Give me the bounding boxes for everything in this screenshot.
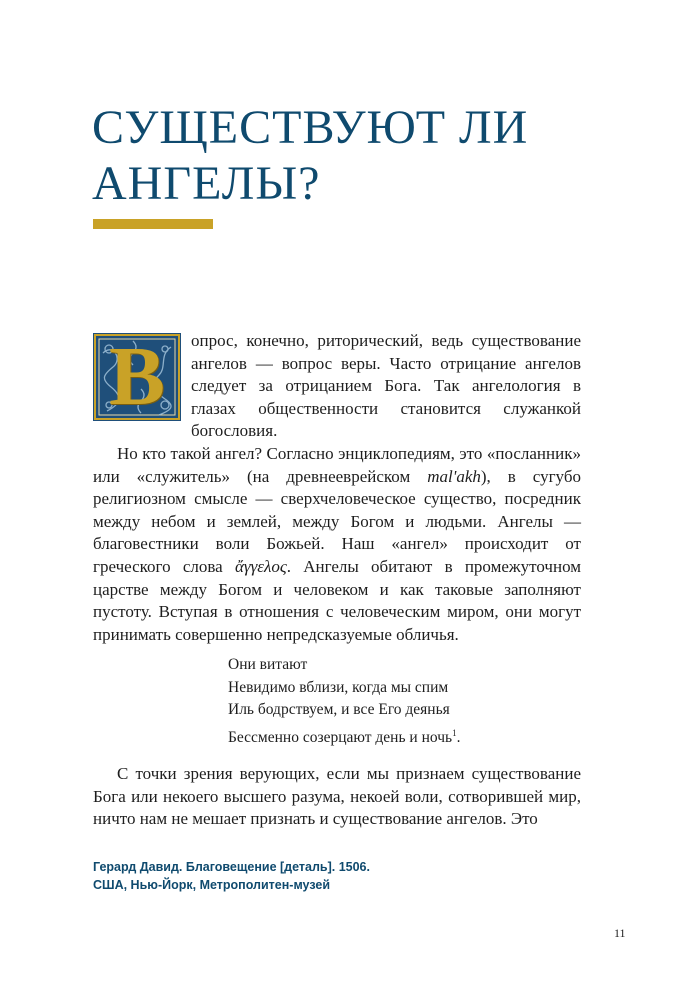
paragraph-1 <box>93 330 581 443</box>
page-number: 11 <box>614 926 626 940</box>
poem-line-1: Они витают <box>228 656 308 673</box>
caption-line-1: Герард Давид. Благовещение [деталь]. 1506. <box>93 860 370 874</box>
poem-quote <box>228 654 460 749</box>
dropcap-letter: В <box>108 330 166 423</box>
paragraph-2-part-2: ), в сугубо религиозном смысле — сверхчеловеческое существо, посредник между небом и землей, между Богом и людьми. Ангелы — благовестники воли Божьей. Наш «ангел» происходит от греческого слова <box>93 466 581 576</box>
poem-line-4: Бессменно созерцают день и ночь$^1$. <box>228 727 461 746</box>
paragraph-1-text: опрос, конечно, риторический, ведь существование ангелов — вопрос веры. Часто отрицание ангелов следует за отрицанием Бога. Так ангелология в глазах общественности становится служанкой богословия. <box>191 331 581 441</box>
paragraph-2-part-3: . Ангелы обитают в промежуточном царстве между Богом и человеком и как таковые заполняют пустоту. Вступая в отношения с человеческим миром, они могут принимать совершенно непредсказуемые обличья. <box>93 556 582 644</box>
paragraph-2-part-1: Но кто такой ангел? Согласно энциклопедиям, это «посланник» или «служитель» (на древнееврейском <box>93 443 581 486</box>
poem-line-4-text: Бессменно созерцают день и ночь <box>228 728 453 746</box>
hebrew-term: mal'akh <box>427 466 481 486</box>
chapter-title-line-2: АНГЕЛЫ? <box>92 157 321 210</box>
poem-line-2: Невидимо вблизи, когда мы спим <box>228 678 449 696</box>
paragraph-3: С точки зрения верующих, если мы признаем существование Бога или некоего высшего разума, некоей воли, сотворившей мир, ничто нам не мешает признать и существование ангелов. Это <box>93 764 581 829</box>
poem-line-3: Иль бодрствуем, и все Его деянья <box>228 701 450 718</box>
body-text-upper <box>93 330 581 646</box>
chapter-title <box>92 100 652 212</box>
paragraph-2 <box>93 443 581 646</box>
chapter-title-line-1: СУЩЕСТВУЮТ ЛИ <box>92 101 529 154</box>
caption-line-2: США, Нью-Йорк, Метрополитен-музей <box>93 878 330 892</box>
greek-term: ἄγγελος <box>234 556 287 576</box>
title-accent-bar <box>93 219 213 229</box>
footnote-marker[interactable]: 1 <box>452 727 457 738</box>
ornamental-initial-icon <box>93 330 181 423</box>
image-caption <box>93 858 370 894</box>
